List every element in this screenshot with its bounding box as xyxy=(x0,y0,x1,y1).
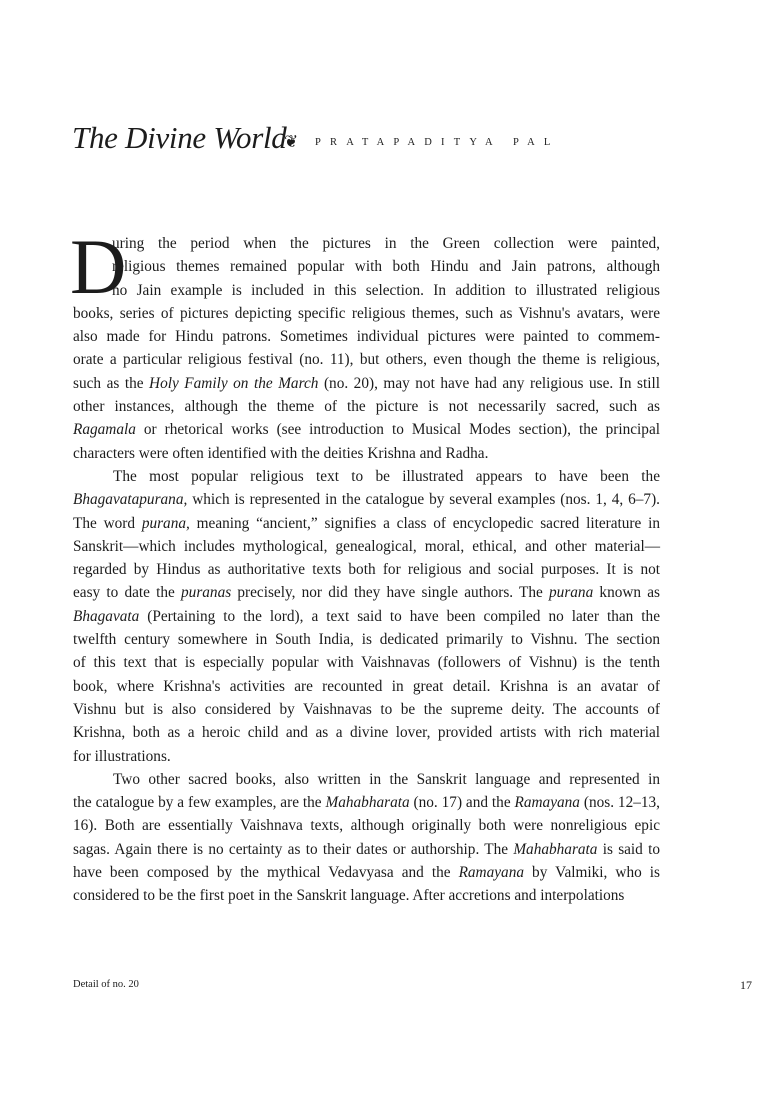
text-line xyxy=(73,651,660,674)
author-name: PRATAPADITYA PAL xyxy=(315,137,560,148)
body-text: is said to xyxy=(597,840,660,858)
body-text: the catalogue by a few examples, are the xyxy=(73,794,326,812)
body-text: easy to date the xyxy=(73,584,182,602)
body-text: precisely, nor did they have single authors. The xyxy=(231,584,550,602)
text-line xyxy=(73,348,660,371)
italic-title-text: puranas xyxy=(181,584,232,602)
text-line xyxy=(73,535,660,558)
body-text: no Jain example is included in this selection. In addition to illustrated religious xyxy=(112,281,660,299)
text-line xyxy=(73,488,660,511)
text-line xyxy=(73,814,660,837)
page-number: 17 xyxy=(740,978,752,992)
text-line xyxy=(73,418,660,441)
text-line xyxy=(73,512,660,535)
body-text: of this text that is especially popular with Vaishnavas (followers of Vishnu) is the tenth xyxy=(73,654,660,672)
body-text: Krishna, both as a heroic child and as a divine lover, provided artists with rich material xyxy=(73,724,660,742)
italic-title-text: Ragamala xyxy=(73,421,136,439)
body-text: known as xyxy=(593,584,661,602)
body-text: (Pertaining to the lord), a text said to have been compiled no later than the xyxy=(139,607,660,625)
text-line xyxy=(73,838,660,861)
body-text: characters were often identified with the deities Krishna and Radha. xyxy=(73,444,489,462)
text-line xyxy=(73,279,660,302)
text-line xyxy=(73,302,660,325)
body-text: orate a particular religious festival (no. 11), but others, even though the theme is religious, xyxy=(73,351,660,369)
chapter-title: The Divine World xyxy=(72,120,287,155)
text-line xyxy=(73,861,660,884)
body-text: Sanskrit—which includes mythological, genealogical, moral, ethical, and other material— xyxy=(73,537,660,555)
body-text: 16). Both are essentially Vaishnava texts, although originally both were nonreligious epic xyxy=(73,817,660,835)
text-line xyxy=(73,581,660,604)
body-text: which is represented in the catalogue by several examples (nos. 1, 4, 6–7). xyxy=(187,491,660,509)
body-text: uring the period when the pictures in the Green collection were painted, xyxy=(112,235,660,252)
body-text: or rhetorical works (see introduction to Musical Modes section), the principal xyxy=(135,421,660,439)
body-text: religious themes remained popular with both Hindu and Jain patrons, although xyxy=(112,258,660,276)
fleuron-ornament-icon: ❦ xyxy=(284,132,299,151)
text-line xyxy=(73,791,660,814)
text-line xyxy=(73,372,660,395)
body-text: also made for Hindu patrons. Sometimes individual pictures were painted to commem- xyxy=(73,328,660,346)
body-text: (nos. 12–13, xyxy=(579,794,660,812)
text-line xyxy=(73,721,660,744)
text-line xyxy=(73,395,660,418)
article-body xyxy=(73,232,660,908)
body-text: twelfth century somewhere in South India, is dedicated primarily to Vishnu. The section xyxy=(73,631,660,649)
body-text: other instances, although the theme of the picture is not necessarily sacred, such as xyxy=(73,398,660,416)
drop-cap: D xyxy=(70,223,127,310)
text-line xyxy=(73,442,660,465)
text-line xyxy=(73,745,660,768)
italic-title-text: Bhagavatapurana, xyxy=(73,491,188,509)
body-text: book, where Krishna's activities are recounted in great detail. Krishna is an avatar of xyxy=(73,677,660,695)
italic-title-text: Ramayana xyxy=(514,794,580,812)
text-line xyxy=(73,698,660,721)
text-line xyxy=(73,558,660,581)
italic-title-text: Mahabharata xyxy=(513,840,598,858)
text-line xyxy=(73,325,660,348)
body-text: (no. 17) and the xyxy=(409,794,515,812)
text-line xyxy=(73,768,660,791)
text-line xyxy=(73,884,660,907)
italic-title-text: purana xyxy=(549,584,594,602)
italic-title-text: purana, xyxy=(141,514,190,532)
body-text: sagas. Again there is no certainty as to their dates or authorship. The xyxy=(73,840,514,858)
body-text: The most popular religious text to be illustrated appears to have been the xyxy=(113,467,660,485)
body-text: books, series of pictures depicting specific religious themes, such as Vishnu's avatars, were xyxy=(73,304,660,322)
figure-caption: Detail of no. 20 xyxy=(73,979,139,990)
italic-title-text: Ramayana xyxy=(458,864,524,882)
italic-title-text: Bhagavata xyxy=(73,607,140,625)
text-line xyxy=(73,255,660,278)
body-text: (no. 20), may not have had any religious use. In still xyxy=(318,374,660,392)
body-text: have been composed by the mythical Vedavyasa and the xyxy=(73,864,459,882)
italic-title-text: Holy Family on the March xyxy=(149,374,319,392)
text-line xyxy=(73,675,660,698)
body-text: such as the xyxy=(73,374,150,392)
text-line xyxy=(73,628,660,651)
body-text: Vishnu but is also considered by Vaishnavas to be the supreme deity. The accounts of xyxy=(73,700,660,718)
italic-title-text: Mahabharata xyxy=(325,794,410,812)
body-text: regarded by Hindus as authoritative texts both for religious and social purposes. It is not xyxy=(73,561,660,579)
text-line xyxy=(73,232,660,255)
text-line xyxy=(73,465,660,488)
text-line xyxy=(73,605,660,628)
body-text: The word xyxy=(73,514,142,532)
body-text: meaning “ancient,” signifies a class of encyclopedic sacred literature in xyxy=(189,514,660,532)
body-text: for illustrations. xyxy=(73,747,171,765)
body-text: considered to be the first poet in the Sanskrit language. After accretions and interpolations xyxy=(73,887,625,905)
body-text: Two other sacred books, also written in the Sanskrit language and represented in xyxy=(113,770,660,788)
body-text: by Valmiki, who is xyxy=(524,864,660,882)
